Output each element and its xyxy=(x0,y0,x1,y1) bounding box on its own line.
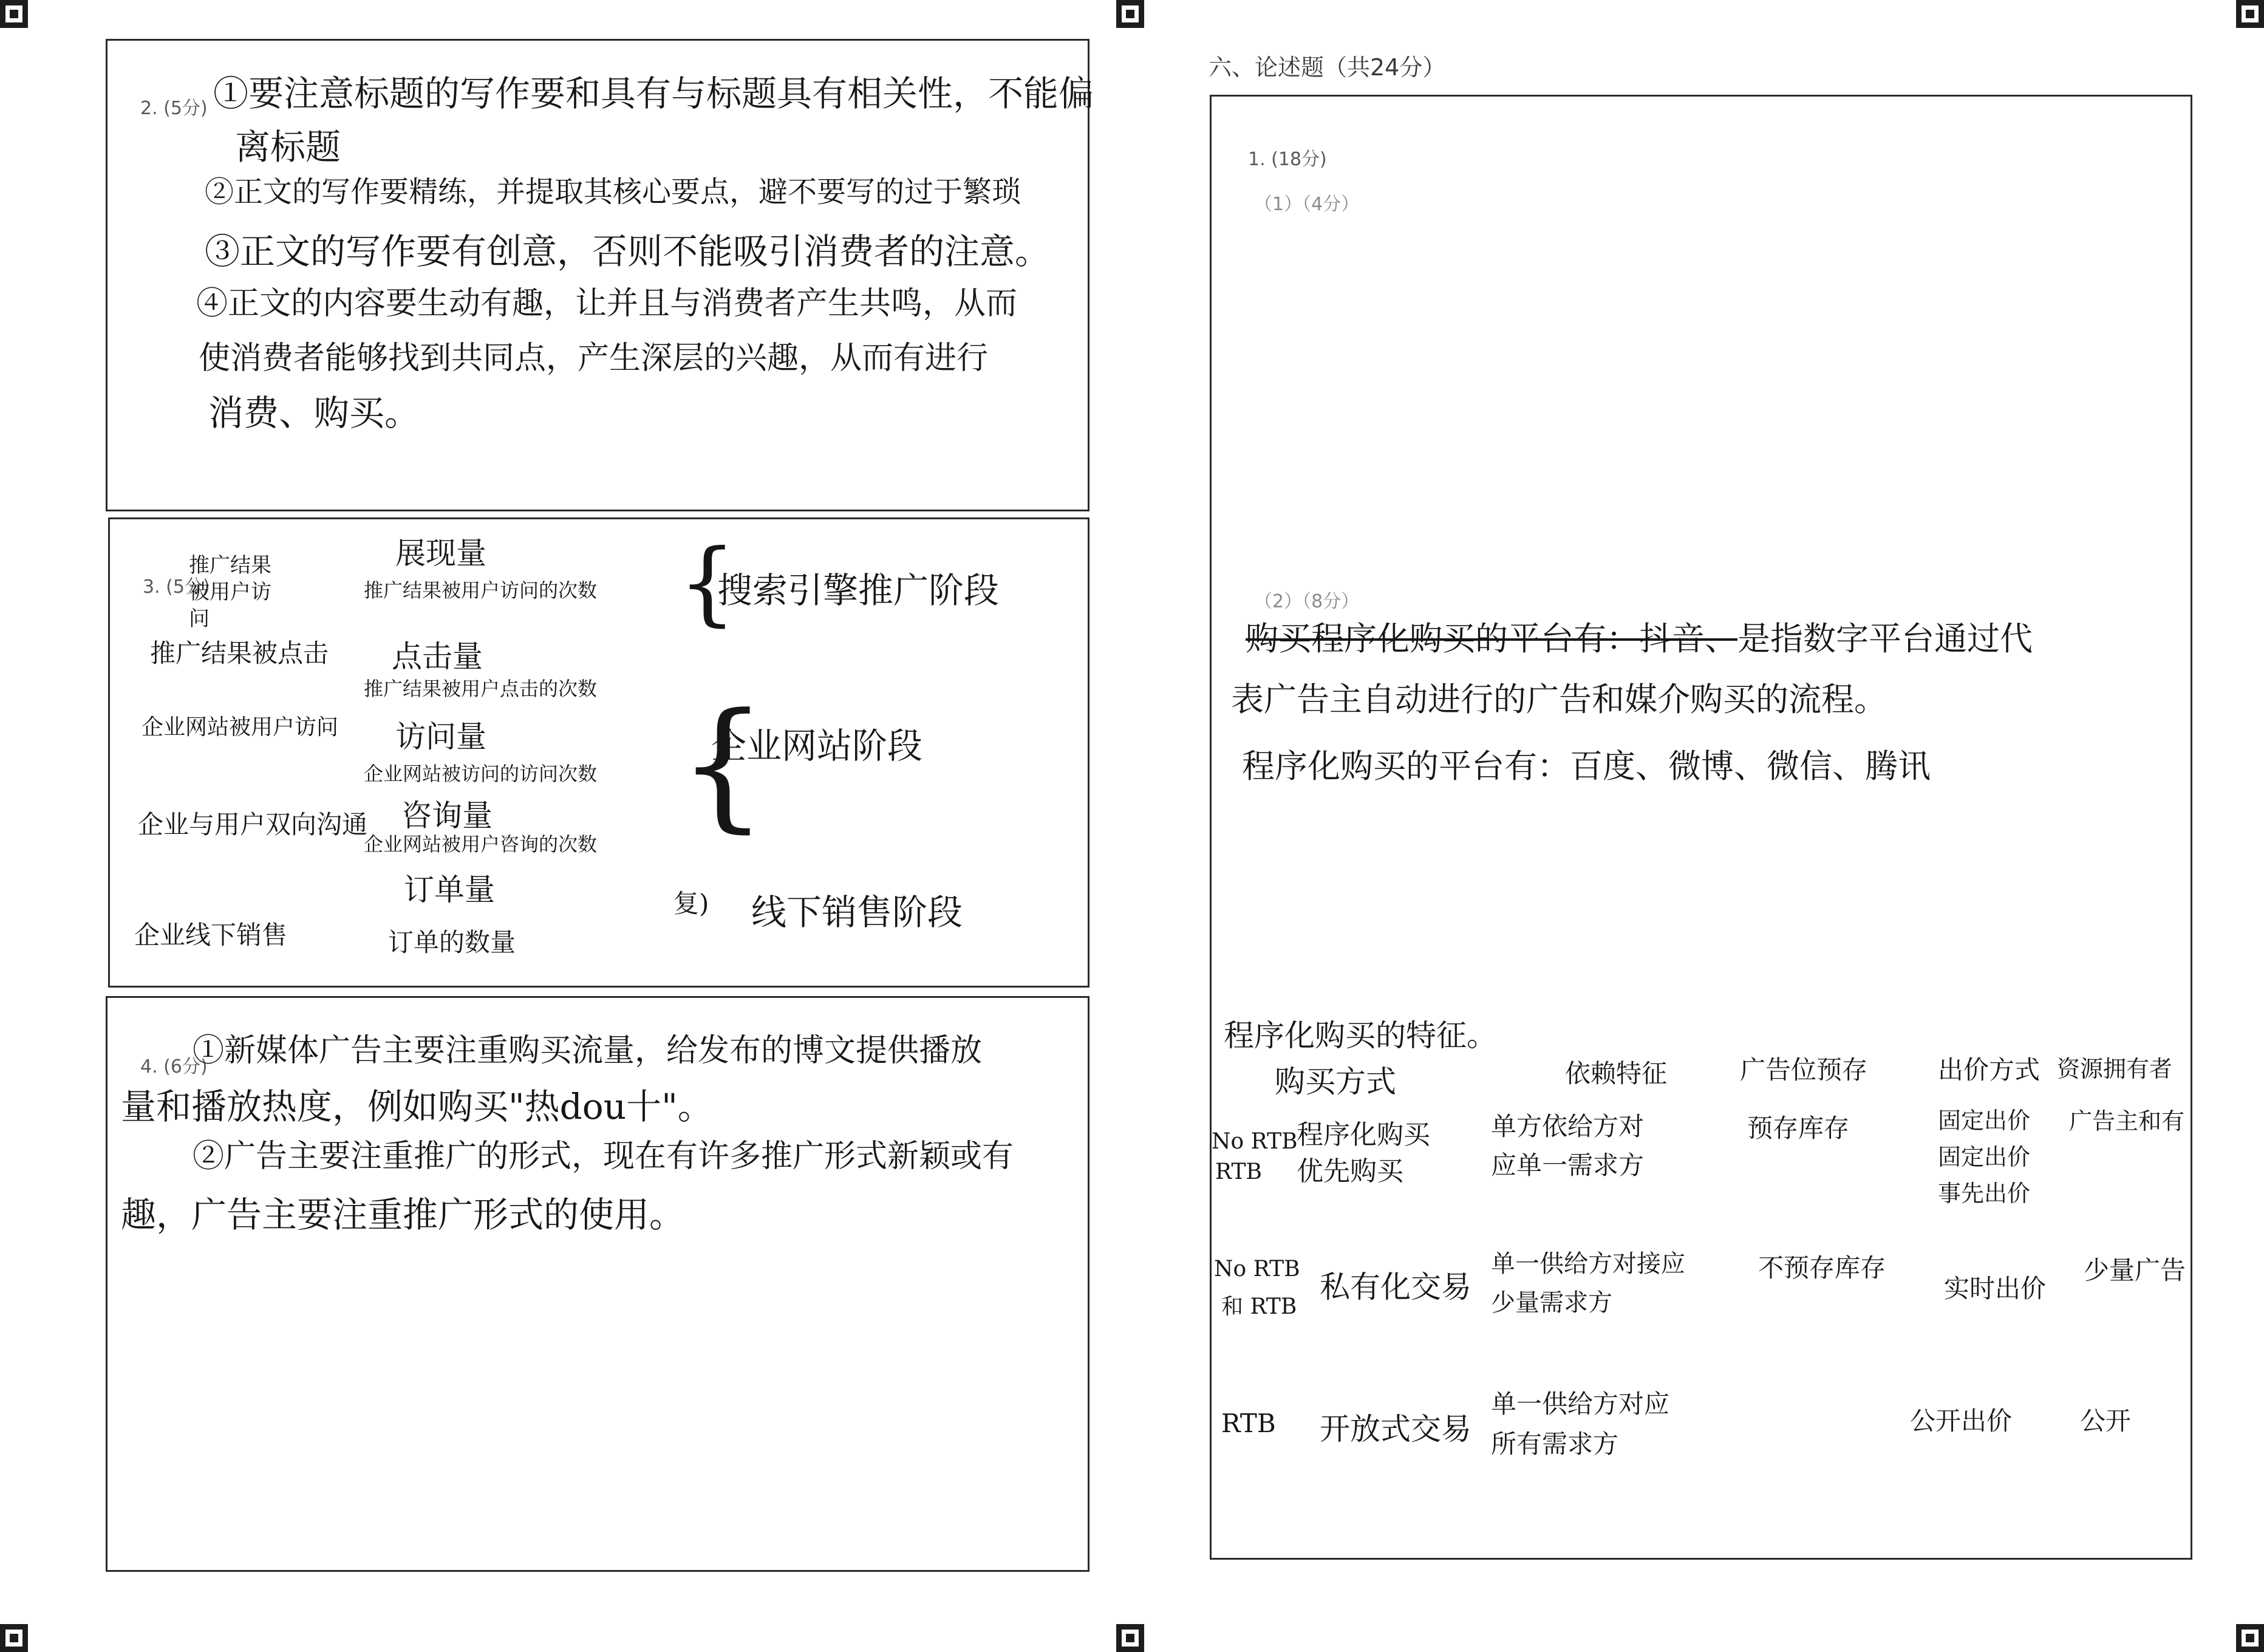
q3-col1-item-4: 企业与用户双向沟通 xyxy=(138,810,368,839)
features-table-title: 程序化购买的特征。 xyxy=(1224,1018,1497,1053)
corner-marker-bottom-center xyxy=(1116,1624,1144,1652)
q4-answer-line-2: 量和播放热度，例如购买"热dou十"。 xyxy=(121,1086,713,1127)
q3-metric-impressions: 展现量 xyxy=(395,536,486,571)
question-2-box xyxy=(106,39,1094,511)
q4-answer-line-3: ②广告主要注重推广的形式，现在有许多推广形式新颖或有 xyxy=(193,1138,1014,1175)
corner-marker-top-right xyxy=(2236,0,2264,28)
corner-marker-bottom-left xyxy=(0,1624,28,1652)
question-4-label: 4. (6分) xyxy=(140,1056,208,1077)
sub2-answer-line-2: 表广告主自动进行的广告和媒介购买的流程。 xyxy=(1231,680,1887,718)
features-row-2-ad-slot: 不预存库存 xyxy=(1758,1253,1886,1283)
corner-marker-bottom-right xyxy=(2236,1624,2264,1652)
q3-metric-clicks-desc: 推广结果被用户点击的次数 xyxy=(364,677,598,700)
features-row-3-dependency: 单一供给方对应 所有需求方 xyxy=(1491,1389,1670,1459)
q3-metric-orders-desc: 订单的数量 xyxy=(388,927,516,957)
sub2-answer-line-3: 程序化购买的平台有：百度、微博、微信、腾讯 xyxy=(1242,747,1931,785)
corner-marker-top-center xyxy=(1116,0,1144,28)
features-row-1-ad-slot: 预存库存 xyxy=(1747,1113,1850,1143)
question-4-box xyxy=(106,996,1089,1572)
q4-answer-line-1: ①新媒体广告主要注重购买流量，给发布的博文提供播放 xyxy=(193,1032,983,1069)
features-header-purchase-method: 购买方式 xyxy=(1275,1064,1396,1099)
features-row-3-purchase: 开放式交易 xyxy=(1320,1411,1471,1447)
sub2-line-1-rest: 是指数字平台通过代 xyxy=(1737,620,2033,658)
features-row-1-label-a: No RTB xyxy=(1212,1129,1298,1154)
q2-answer-line-3: ②正文的写作要精练，并提取其核心要点，避不要写的过于繁琐 xyxy=(205,175,1021,209)
q3-stage-offline: 线下销售阶段 xyxy=(751,892,963,933)
features-row-2-label-b: 和 RTB xyxy=(1221,1294,1297,1319)
q3-metric-inquiries: 咨询量 xyxy=(401,798,493,833)
q3-stage-website: 企业网站阶段 xyxy=(711,725,923,766)
features-row-2-bidding: 实时出价 xyxy=(1944,1274,2047,1303)
q2-answer-line-1: ①要注意标题的写作要和具有与标题具有相关性，不能偏 xyxy=(213,73,1094,114)
q3-metric-inquiries-desc: 企业网站被用户咨询的次数 xyxy=(364,833,598,856)
essay-sub2-label: （2）（8分） xyxy=(1254,591,1360,612)
q3-brace-stage-1: { xyxy=(678,530,737,636)
essay-question-box xyxy=(1210,95,2192,1560)
features-header-bidding: 出价方式 xyxy=(1938,1055,2041,1085)
sub2-struck-word: 购买 xyxy=(1246,620,1311,658)
features-row-2-dependency: 单一供给方对接应 少量需求方 xyxy=(1491,1250,1685,1317)
question-3-box xyxy=(108,517,1089,988)
question-3-label: 3. (5分) xyxy=(143,576,210,598)
q3-col1-item-3: 企业网站被用户访问 xyxy=(142,715,339,740)
features-row-2-purchase: 私有化交易 xyxy=(1320,1269,1471,1305)
essay-q1-label: 1. (18分) xyxy=(1248,149,1327,170)
essay-sub1-label: （1）（4分） xyxy=(1254,194,1360,215)
q3-metric-visits-desc: 企业网站被访问的访问次数 xyxy=(364,762,598,785)
q4-answer-line-4: 趣，广告主要注重推广形式的使用。 xyxy=(121,1194,685,1235)
sub2-struck-phrase: 程序化购买的平台有：抖音、 xyxy=(1311,620,1737,658)
q3-col1-item-5: 企业线下销售 xyxy=(134,920,288,950)
features-row-2-resource-owner: 少量广告 xyxy=(2084,1255,2186,1285)
q2-answer-line-7: 消费、购买。 xyxy=(208,392,420,434)
q3-metric-orders: 订单量 xyxy=(404,872,495,907)
section-title-essay: 六、论述题（共24分） xyxy=(1209,54,1446,81)
q3-brace-stage-2: { xyxy=(678,684,768,846)
q3-stage-mark: 复) xyxy=(673,889,709,918)
q3-metric-visits: 访问量 xyxy=(395,719,486,754)
features-row-3-bidding: 公开出价 xyxy=(1910,1406,2013,1436)
question-2-label: 2. (5分) xyxy=(140,98,208,119)
features-row-1-purchase: 程序化购买 优先购买 xyxy=(1297,1119,1430,1187)
features-row-3-resource-owner: 公开 xyxy=(2080,1406,2132,1436)
features-row-2-label-a: No RTB xyxy=(1214,1257,1300,1282)
corner-marker-top-left xyxy=(0,0,28,28)
features-row-1-bidding: 固定出价 固定出价 事先出价 xyxy=(1938,1107,2031,1207)
q2-answer-line-2: 离标题 xyxy=(235,126,341,168)
q2-answer-line-5: ④正文的内容要生动有趣，让并且与消费者产生共鸣，从而 xyxy=(196,285,1018,322)
q3-stage-search-engine: 搜索引擎推广阶段 xyxy=(717,570,1000,611)
features-header-dependency: 依赖特征 xyxy=(1565,1059,1668,1088)
q2-answer-line-4: ③正文的写作要有创意，否则不能吸引消费者的注意。 xyxy=(205,231,1051,272)
features-header-ad-slot: 广告位预存 xyxy=(1740,1055,1868,1085)
q3-metric-impressions-desc: 推广结果被用户访问的次数 xyxy=(364,579,598,602)
features-row-1-label-b: RTB xyxy=(1215,1159,1262,1184)
q3-metric-clicks: 点击量 xyxy=(392,639,483,674)
features-row-3-label: RTB xyxy=(1221,1408,1276,1438)
q3-col1-item-2: 推广结果被点击 xyxy=(150,638,329,668)
features-row-1-resource-owner: 广告主和有 xyxy=(2069,1108,2185,1135)
features-row-1-dependency: 单方依给方对 应单一需求方 xyxy=(1491,1111,1645,1180)
features-header-resource-owner: 资源拥有者 xyxy=(2057,1056,2173,1082)
q3-col1-item-1: 推广结果被用户访问 xyxy=(189,553,271,631)
sub2-answer-line-1 xyxy=(1246,613,2033,660)
q2-answer-line-6: 使消费者能够找到共同点，产生深层的兴趣，从而有进行 xyxy=(199,340,989,377)
